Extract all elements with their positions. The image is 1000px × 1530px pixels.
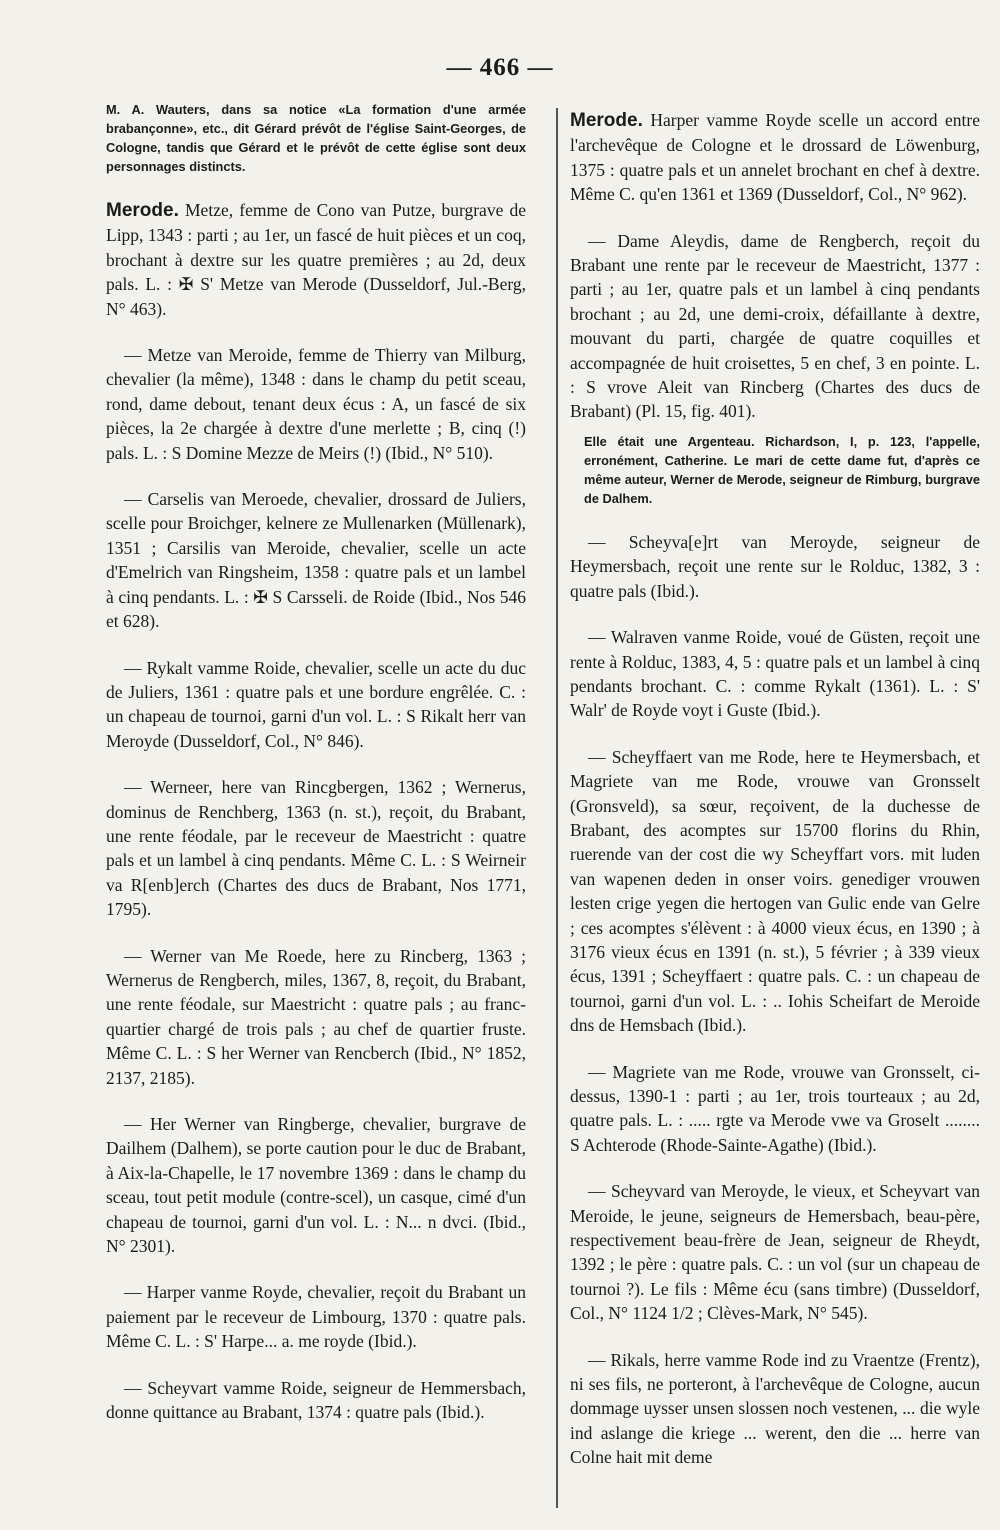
paragraph: — Werner van Me Roede, here zu Rincberg, 1363 ; Wernerus de Rengberch, miles, 1367, 8, reçoit, du Brabant, une rente féodale, sur Maestricht : quatre pals ; au franc-quartier chargé de trois pals ; au chef de quartier fruste. Même C. L. : S her Werner van Rencberch (Ibid., N° 1852, 2137, 2185). bbox=[106, 945, 526, 1088]
footnote: M. A. Wauters, dans sa notice «La formation d'une armée brabançonne», etc., dit Gérard prévôt de l'église Saint-Georges, de Cologne, tandis que Gérard et le prévôt de cette église sont deux personnages distincts. bbox=[106, 102, 526, 174]
right-column bbox=[556, 108, 980, 1508]
paragraph: — Rykalt vamme Roide, chevalier, scelle un acte du duc de Juliers, 1361 : quatre pals et une bordure engrêlée. C. : un chapeau de tournoi, garni d'un vol. L. : S Rikalt herr van Meroyde (Dusseldorf, Col., N° 846). bbox=[106, 657, 526, 751]
paragraph: — Her Werner van Ringberge, chevalier, burgrave de Dailhem (Dalhem), se porte caution pour le duc de Brabant, à Aix-la-Chapelle, le 17 novembre 1369 : dans le champ du sceau, tout petit module (contre-scel), un casque, cimé d'un chapeau de tournoi, garni d'un vol. L. : N... n dvci. (Ibid., N° 2301). bbox=[106, 1114, 526, 1257]
paragraph: — Metze van Meroide, femme de Thierry van Milburg, chevalier (la même), 1348 : dans le champ du petit sceau, rond, dame debout, tenant deux écus : A, un fascé de six pièces, la 2e chargée à dextre d'une merlette ; B, cinq (!) pals. L. : S Domine Mezze de Meirs (!) (Ibid., N° 510). bbox=[106, 345, 526, 463]
paragraph: — Scheyffaert van me Rode, here te Heymersbach, et Magriete van me Rode, vrouwe van Gronsselt (Gronsveld), sa sœur, reçoivent, de la duchesse de Brabant, des acomptes sur 15700 florins du Rhin, ruerende van der cost die wy Scheyffart vors. mit luden van wapenen deden in onser voirs. genediger vrouwen lesten crige yegen die hertogen van Gulic ende van Gelre ; ces acomptes s'élèvent : à 4000 vieux écus, en 1390 ; à 3176 vieux écus en 1391 (n. st.), 5 février ; à 339 vieux écus, 1391 ; Scheyffaert : quatre pals. C. : un chapeau de tournoi, garni d'un vol. L. : .. Iohis Scheifart de Meroide dns de Hemsbach (Ibid.). bbox=[570, 746, 980, 1036]
paragraph: — Carselis van Meroede, chevalier, drossard de Juliers, scelle pour Broichger, kelnere ze Mullenarken (Müllenark), 1351 ; Carsilis van Meroide, chevalier, scelle un acte d'Emelrich van Ringsheim, 1358 : quatre pals et un lambel à cinq pendants. L. : ✠ S Carsseli. de Roide (Ibid., Nos 546 et 628). bbox=[106, 489, 526, 632]
entry-text: Harper vamme Royde scelle un accord entre l'archevêque de Cologne et le drossard de Löwenburg, 1375 : quatre pals et un annelet brochant en chef à dextre. Même C. qu'en 1361 et 1369 (Dusseldorf, Col., N° 962). bbox=[570, 110, 981, 205]
entry-paragraph bbox=[106, 198, 526, 321]
paragraph: — Magriete van me Rode, vrouwe van Gronsselt, ci-dessus, 1390-1 : parti ; au 1er, trois tourteaux ; au 2d, quatre pals. L. : ..... rgte va Merode vwe va Groselt ........ S Achterode (Rhode-Sainte-Agathe) (Ibid.). bbox=[570, 1061, 980, 1155]
entry-text: Metze, femme de Cono van Putze, burgrave de Lipp, 1343 : parti ; au 1er, un fascé de huit pièces et un coq, brochant à dextre sur les quatre premières ; au 2d, deux pals. L. : ✠ S' Metze van Merode (Dusseldorf, Jul.-Berg, N° 463). bbox=[106, 200, 526, 319]
entry-heading: Merode. bbox=[106, 200, 179, 221]
paragraph: — Walraven vanme Roide, voué de Güsten, reçoit une rente à Rolduc, 1383, 4, 5 : quatre pals et un lambel à cinq pendants brochant. C. : comme Rykalt (1361). L. : S' Walr' de Royde voyt i Guste (Ibid.). bbox=[570, 627, 980, 721]
page-number: — 466 — bbox=[446, 54, 554, 81]
paragraph: — Rikals, herre vamme Rode ind zu Vraentze (Frentz), ni ses fils, ne porteront, à l'archevêque de Cologne, aucun dommage uysser unsen slossen noch vestenen, ... die wyle ind aslange die kriege ... werent, den die ... herre van Colne hait mit deme bbox=[570, 1349, 980, 1468]
paragraph: — Dame Aleydis, dame de Rengberch, reçoit du Brabant une rente par le receveur de Maestricht, 1377 : parti ; au 1er, quatre pals et un lambel à cinq pendants brochant ; au 2d, une demi-croix, défaillante à dextre, mouvant du parti, chargée de quatre coquilles et accompagnée de huit croisettes, 5 en chef, 3 en pointe. L. : S vrove Aleit van Rincberg (Chartes des ducs de Brabant) (Pl. 15, fig. 401). bbox=[570, 230, 980, 422]
left-column bbox=[106, 100, 526, 1446]
paragraph: — Scheyva[e]rt van Meroyde, seigneur de Heymersbach, reçoit une rente sur le Rolduc, 1382, 3 : quatre pals (Ibid.). bbox=[570, 531, 980, 601]
paragraph: — Harper vanme Royde, chevalier, reçoit du Brabant un paiement par le receveur de Limbourg, 1370 : quatre pals. Même C. L. : S' Harpe... a. me royde (Ibid.). bbox=[106, 1282, 526, 1352]
entry-heading: Merode. bbox=[570, 110, 643, 131]
entry-paragraph bbox=[570, 108, 980, 207]
footnote: Elle était une Argenteau. Richardson, I, p. 123, l'appelle, erronément, Catherine. Le mari de cette dame fut, d'après ce même auteur, Werner de Merode, seigneur de Rimburg, burgrave de Dalhem. bbox=[584, 433, 980, 506]
paragraph: — Scheyvart vamme Roide, seigneur de Hemmersbach, donne quittance au Brabant, 1374 : quatre pals (Ibid.). bbox=[106, 1377, 526, 1423]
paragraph: — Scheyvard van Meroyde, le vieux, et Scheyvart van Meroide, le jeune, seigneurs de Hemersbach, beau-père, respectivement beau-frère de Jean, seigneur de Rheydt, 1392 ; le père : quatre pals. C. : un vol (sur un chapeau de tournoi ?). Le fils : Même écu (sans timbre) (Dusseldorf, Col., N° 1124 1/2 ; Clèves-Mark, N° 545). bbox=[570, 1181, 980, 1324]
paragraph: — Werneer, here van Rincgbergen, 1362 ; Wernerus, dominus de Renchberg, 1363 (n. st.), reçoit, du Brabant, une rente féodale, par le receveur de Maestricht : quatre pals et un lambel à cinq pendants. Même C. L. : S Weirneir va R[enb]erch (Chartes des ducs de Brabant, Nos 1771, 1795). bbox=[106, 777, 526, 920]
